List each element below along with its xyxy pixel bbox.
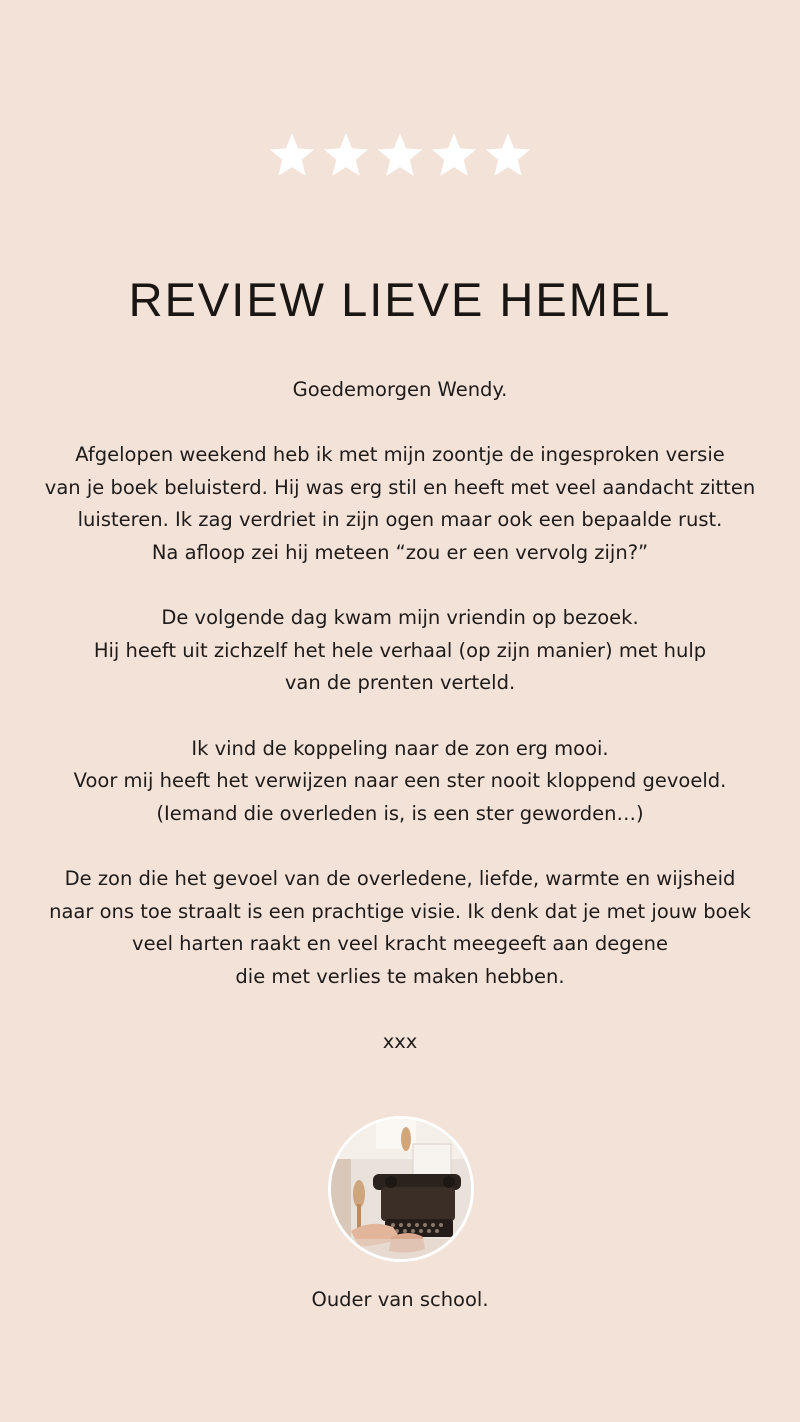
- review-line: naar ons toe straalt is een prachtige visie. Ik denk dat je met jouw boek: [49, 899, 751, 923]
- review-line: Afgelopen weekend heb ik met mijn zoontje de ingesproken versie: [75, 443, 725, 467]
- avatar: [328, 1116, 474, 1262]
- review-line: De zon die het gevoel van de overledene, liefde, warmte en wijsheid: [64, 866, 736, 890]
- star-icon: [267, 130, 317, 180]
- review-line: veel harten raakt en veel kracht meegeeft aan degene: [132, 932, 668, 956]
- review-line: Ik vind de koppeling naar de zon erg mooi.: [191, 736, 609, 760]
- page-title: REVIEW LIEVE HEMEL: [128, 273, 672, 326]
- review-greeting: Goedemorgen Wendy.: [292, 378, 508, 401]
- review-line: luisteren. Ik zag verdriet in zijn ogen maar ook een bepaalde rust.: [77, 508, 723, 532]
- review-line: die met verlies te maken hebben.: [235, 964, 565, 988]
- review-line: van je boek beluisterd. Hij was erg stil en heeft met veel aandacht zitten: [44, 475, 756, 499]
- review-signoff: xxx: [382, 1029, 418, 1053]
- review-author: Ouder van school.: [311, 1288, 489, 1311]
- review-line: van de prenten verteld.: [284, 671, 516, 695]
- review-line: Hij heeft uit zichzelf het hele verhaal (op zijn manier) met hulp: [93, 638, 707, 662]
- star-icon: [321, 130, 371, 180]
- star-icon: [375, 130, 425, 180]
- star-icon: [483, 130, 533, 180]
- star-rating: [0, 130, 800, 180]
- review-line: Na afloop zei hij meteen “zou er een vervolg zijn?”: [151, 540, 649, 564]
- star-icon: [429, 130, 479, 180]
- review-line: De volgende dag kwam mijn vriendin op bezoek.: [161, 606, 639, 630]
- review-line: Voor mij heeft het verwijzen naar een ster nooit kloppend gevoeld.: [73, 769, 727, 793]
- review-text: [40, 374, 760, 1058]
- typewriter-photo: [331, 1119, 471, 1259]
- review-line: (Iemand die overleden is, is een ster geworden…): [156, 801, 644, 825]
